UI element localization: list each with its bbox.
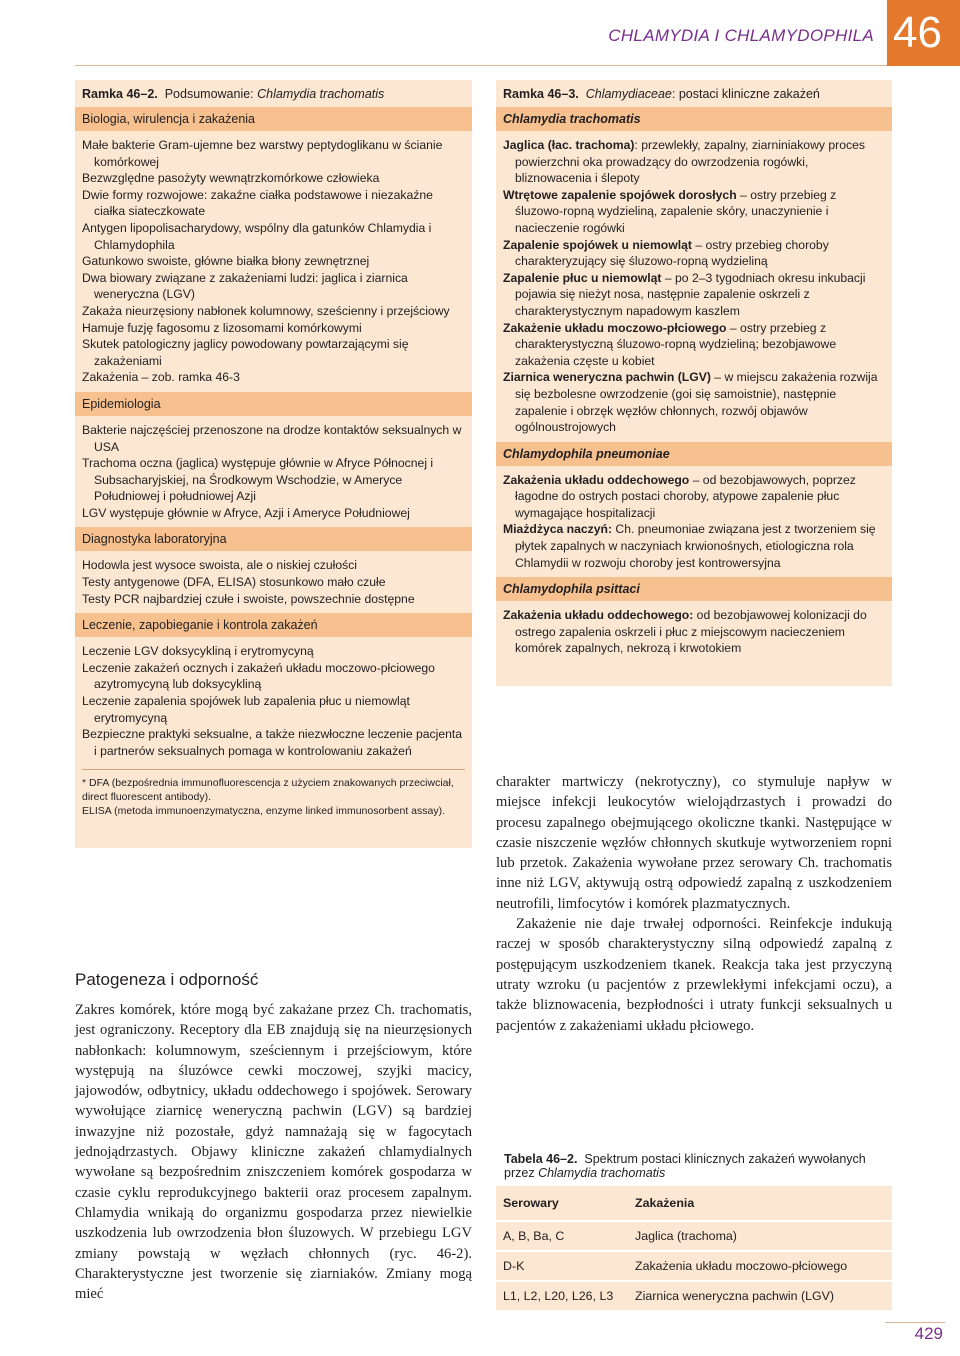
section-title: Leczenie, zapobieganie i kontrola zakażeń [75,613,472,637]
list-item: Zakażenia – zob. ramka 46-3 [82,370,240,385]
list-item [503,320,885,370]
paragraph: Zakres komórek, które mogą być zakażane przez Ch. trachomatis, jest ograniczony. Receptory dla EB znajdują się na nieurzęsionych nabłonkach: kolumnowym, sześciennym i przejściowym, które występują na śluzówce cewki moczowej, szyjki macicy, jajowodów, odbytnicy, układu oddechowego i spojówek. Serowary wywołujące ziarnicę weneryczną pachwin (LGV) są bardziej inwazyjne niż pozostałe, gdyż namnażają się w fagocytach jednojądrzastych. Objawy kliniczne zakażeń chlamydialnych wywołane są bezpośrednim zniszczeniem komórek gospodarza w czasie cyklu reprodukcyjnego bakterii oraz procesem zapalnym. Chlamydia wnikają do organizmu gospodarza przez niewielkie uszkodzenia lub owrzodzenia błon śluzowych. W przebiegu LGV zmiany powstają w węzłach chłonnych (ryc. 46-2). Charakterystyczne jest tworzenie się ziarniaków. Zmiany mogą mieć [75,1002,472,1303]
list-item: Testy antygenowe (DFA, ELISA) stosunkowo mało czułe [82,575,386,590]
table-cell: Ziarnica weneryczna pachwin (LGV) [628,1281,892,1310]
list-item [503,270,885,320]
section-title: Chlamydophila psittaci [496,577,892,601]
list-item: Gatunkowo swoiste, główne białka błony zewnętrznej [82,254,370,269]
table-cell: A, B, Ba, C [496,1221,628,1251]
list-item-text: : przewlekły, zapalny, ziarniniakowy proces powierzchni oka prowadzący do owrzodzenia rogówki, bliznowacenia i ślepoty [515,138,865,186]
list-item-text: – w miejscu zakażenia rozwija się bezbolesne owrzodzenie (goi się samoistnie), następnie zapalenie i obrzęk węzłów chłonnych, rozwój objawów ogólnoustrojowych [515,370,878,435]
list-item-text: Ch. pneumoniae związana jest z tworzeniem się płytek zapalnych w naczyniach krwionośnych, etiologiczna rola Chlamydii w rozwoju choroby jest kontrowersyjna [515,522,876,570]
table-row [496,1251,892,1281]
list-item-text: – ostry przebieg choroby charakteryzujący się śluzowo-ropną wydzieliną [515,237,829,269]
table-46-2 [496,1144,892,1310]
list-item: Bezpieczne praktyki seksualne, a także niezwłoczne leczenie pacjenta i partnerów seksualnych pomaga w kontrolowaniu zakażeń [82,727,463,758]
list-item-text: – od bezobjawowych, poprzez łagodne do ostrych postaci choroby, atypowe zapalenie płuc wymagające hospitalizacji [515,472,856,520]
section-title: Chlamydophila pneumoniae [496,442,892,466]
table-cell: Zakażenia układu moczowo-płciowego [628,1251,892,1281]
list-item-text: – po 2–3 tygodniach okresu inkubacji pojawia się nieżyt nosa, następnie zapalenie oskrzeli z charakterystycznym napadowym kaszlem [515,270,866,318]
list-item: Hamuje fuzję fagosomu z lizosomami komórkowymi [82,320,362,335]
list-item-term: Zakażenia układu oddechowego [503,472,690,487]
serovar-table [496,1186,892,1310]
box-caption: Ramka 46–2. Podsumowanie: Chlamydia trachomatis [82,87,385,101]
list-item [503,237,885,270]
section-heading: Patogeneza i odporność [75,970,259,989]
footnote-dfa: * DFA (bezpośrednia immunofluorescencja z użyciem znakowanych przeciwciał, direct fluorescent antibody). [82,777,454,804]
table-cell: D-K [496,1251,628,1281]
paragraph: Zakażenie nie daje trwałej odporności. Reinfekcje indukują raczej w sposób charakterystyczny silną odpowiedź zapalną z postępującym uszkodzeniem tkanek. Reakcja taka jest przyczyną utraty wzroku (u pacjentów z przewlekłymi infekcjami oczu), a także bliznowacenia, bezpłodności i utraty funkcji seksualnych u pacjentów z zakażeniami układu płciowego. [496,916,892,1034]
list-item-term: Ziarnica weneryczna pachwin (LGV) [503,370,711,385]
box-sections [496,107,892,663]
footnote-elisa: ELISA (metoda immunoenzymatyczna, enzyme linked immunosorbent assay). [82,805,445,818]
section-title: Epidemiologia [75,392,472,416]
list-item: Hodowla jest wysoce swoista, ale o niskiej czułości [82,558,358,573]
list-item: Dwa biowary związane z zakażeniami ludzi: jaglica i ziarnica weneryczna (LGV) [82,270,408,302]
list-item [503,369,885,435]
list-item: LGV występuje głównie w Afryce, Azji i Ameryce Południowej [82,505,410,520]
list-item: Testy PCR najbardziej czułe i swoiste, powszechnie dostępne [82,591,415,606]
list-item [503,187,885,237]
list-item-text: od bezobjawowej kolonizacji do ostrego zapalenia oskrzeli i płuc z miejscowym nacieczeniem komórek zapalnych, nekrozą i krwotokiem [515,608,867,656]
box-footnotes [82,769,465,824]
section-list [75,637,472,765]
table-caption: Tabela 46–2. Spektrum postaci klinicznych zakażeń wywołanych przez Chlamydia trachomatis [496,1144,892,1186]
list-item: Bakterie najczęściej przenoszone na drodze kontaktów seksualnych w USA [82,422,462,454]
list-item: Skutek patologiczny jaglicy powodowany powtarzającymi się zakażeniami [82,337,409,368]
list-item: Leczenie LGV doksycykliną i erytromycyną [82,644,314,659]
page-number: 429 [914,1324,943,1343]
list-item: Bezwzględne pasożyty wewnątrzkomórkowe człowieka [82,171,380,186]
list-item-term: Zakażenie układu moczowo-płciowego [503,320,727,335]
list-item [503,607,885,657]
section-list [75,416,472,528]
section-title: Chlamydia trachomatis [496,107,892,131]
list-item: Zakaża nieurzęsiony nabłonek kolumnowy, sześcienny i przejściowy [82,303,450,318]
paragraph: charakter martwiczy (nekrotyczny), co stymuluje napływ w miejsce infekcji leukocytów wielojądrzastych i prowadzi do procesu zapalnego obejmującego okoliczne tkanki. Następujące w czasie niszczenie węzłów chłonnych skutkuje wytworzeniem ropni lub przetok. Zakażenia wywołane przez serowary Ch. trachomatis inne niż LGV, aktywują ostrą odpowiedź zapalną z uszkodzeniem neutrofili, limfocytów i komórek plazmatycznych. [496,774,892,912]
list-item [503,137,885,187]
box-sections [75,107,472,765]
list-item-term: Miażdżyca naczyń: [503,522,613,537]
chapter-number-tab: 46 [887,0,960,66]
list-item: Antygen lipopolisacharydowy, wspólny dla gatunków Chlamydia i Chlamydophila [82,220,432,252]
list-item: Dwie formy rozwojowe: zakaźne ciałka podstawowe i niezakaźne ciałka siateczkowate [82,187,433,219]
box-caption: Ramka 46–3. Chlamydiaceae: postaci kliniczne zakażeń [503,87,820,101]
section-list [75,131,472,392]
column-header: Serowary [496,1186,628,1221]
right-column-text [496,772,892,1036]
list-item-term: Zapalenie płuc u niemowląt [503,270,662,285]
list-item: Leczenie zapalenia spojówek lub zapalenia płuc u niemowląt erytromycyną [82,694,410,725]
list-item-text: – ostry przebieg z charakterystyczną śluzowo-ropną wydzieliną; bezobjawowe zakażenia częste u kobiet [515,320,837,368]
left-column-text [75,1000,472,1304]
list-item: Leczenie zakażeń ocznych i zakażeń układu moczowo-płciowego azytromycyną lub doksycykliną [82,660,435,692]
list-item-term: Jaglica (łac. trachoma) [503,138,635,152]
footer-divider [885,1322,945,1323]
list-item-term: Zakażenia układu oddechowego: [503,608,694,623]
header-divider [75,65,887,66]
list-item: Trachoma oczna (jaglica) występuje głównie w Afryce Północnej i Subsacharyjskiej, na Środkowym Wschodzie, w Ameryce Południowej i południowej Azji [82,456,434,504]
list-item-text: – ostry przebieg z śluzowo-ropną wydzieliną, zapalenie skóry, unaczynienie i nacieczenie rogówki [515,187,837,235]
table-row [496,1281,892,1310]
table-cell: Jaglica (trachoma) [628,1221,892,1251]
clinical-forms-box-46-3 [496,80,892,686]
section-title: Biologia, wirulencja i zakażenia [75,107,472,131]
running-header-title: CHLAMYDIA I CHLAMYDOPHILA [608,26,874,45]
section-list [496,601,892,663]
summary-box-46-2 [75,80,472,848]
section-title: Diagnostyka laboratoryjna [75,527,472,551]
table-row [496,1221,892,1251]
list-item [503,521,885,571]
section-list [496,466,892,578]
section-list [496,131,892,442]
list-item: Małe bakterie Gram-ujemne bez warstwy peptydoglikanu w ścianie komórkowej [82,138,443,169]
list-item [503,472,885,522]
column-header: Zakażenia [628,1186,892,1221]
section-list [75,551,472,613]
table-cell: L1, L2, L20, L26, L3 [496,1281,628,1310]
list-item-term: Wtrętowe zapalenie spojówek dorosłych [503,187,737,202]
list-item-term: Zapalenie spojówek u niemowląt [503,237,692,252]
